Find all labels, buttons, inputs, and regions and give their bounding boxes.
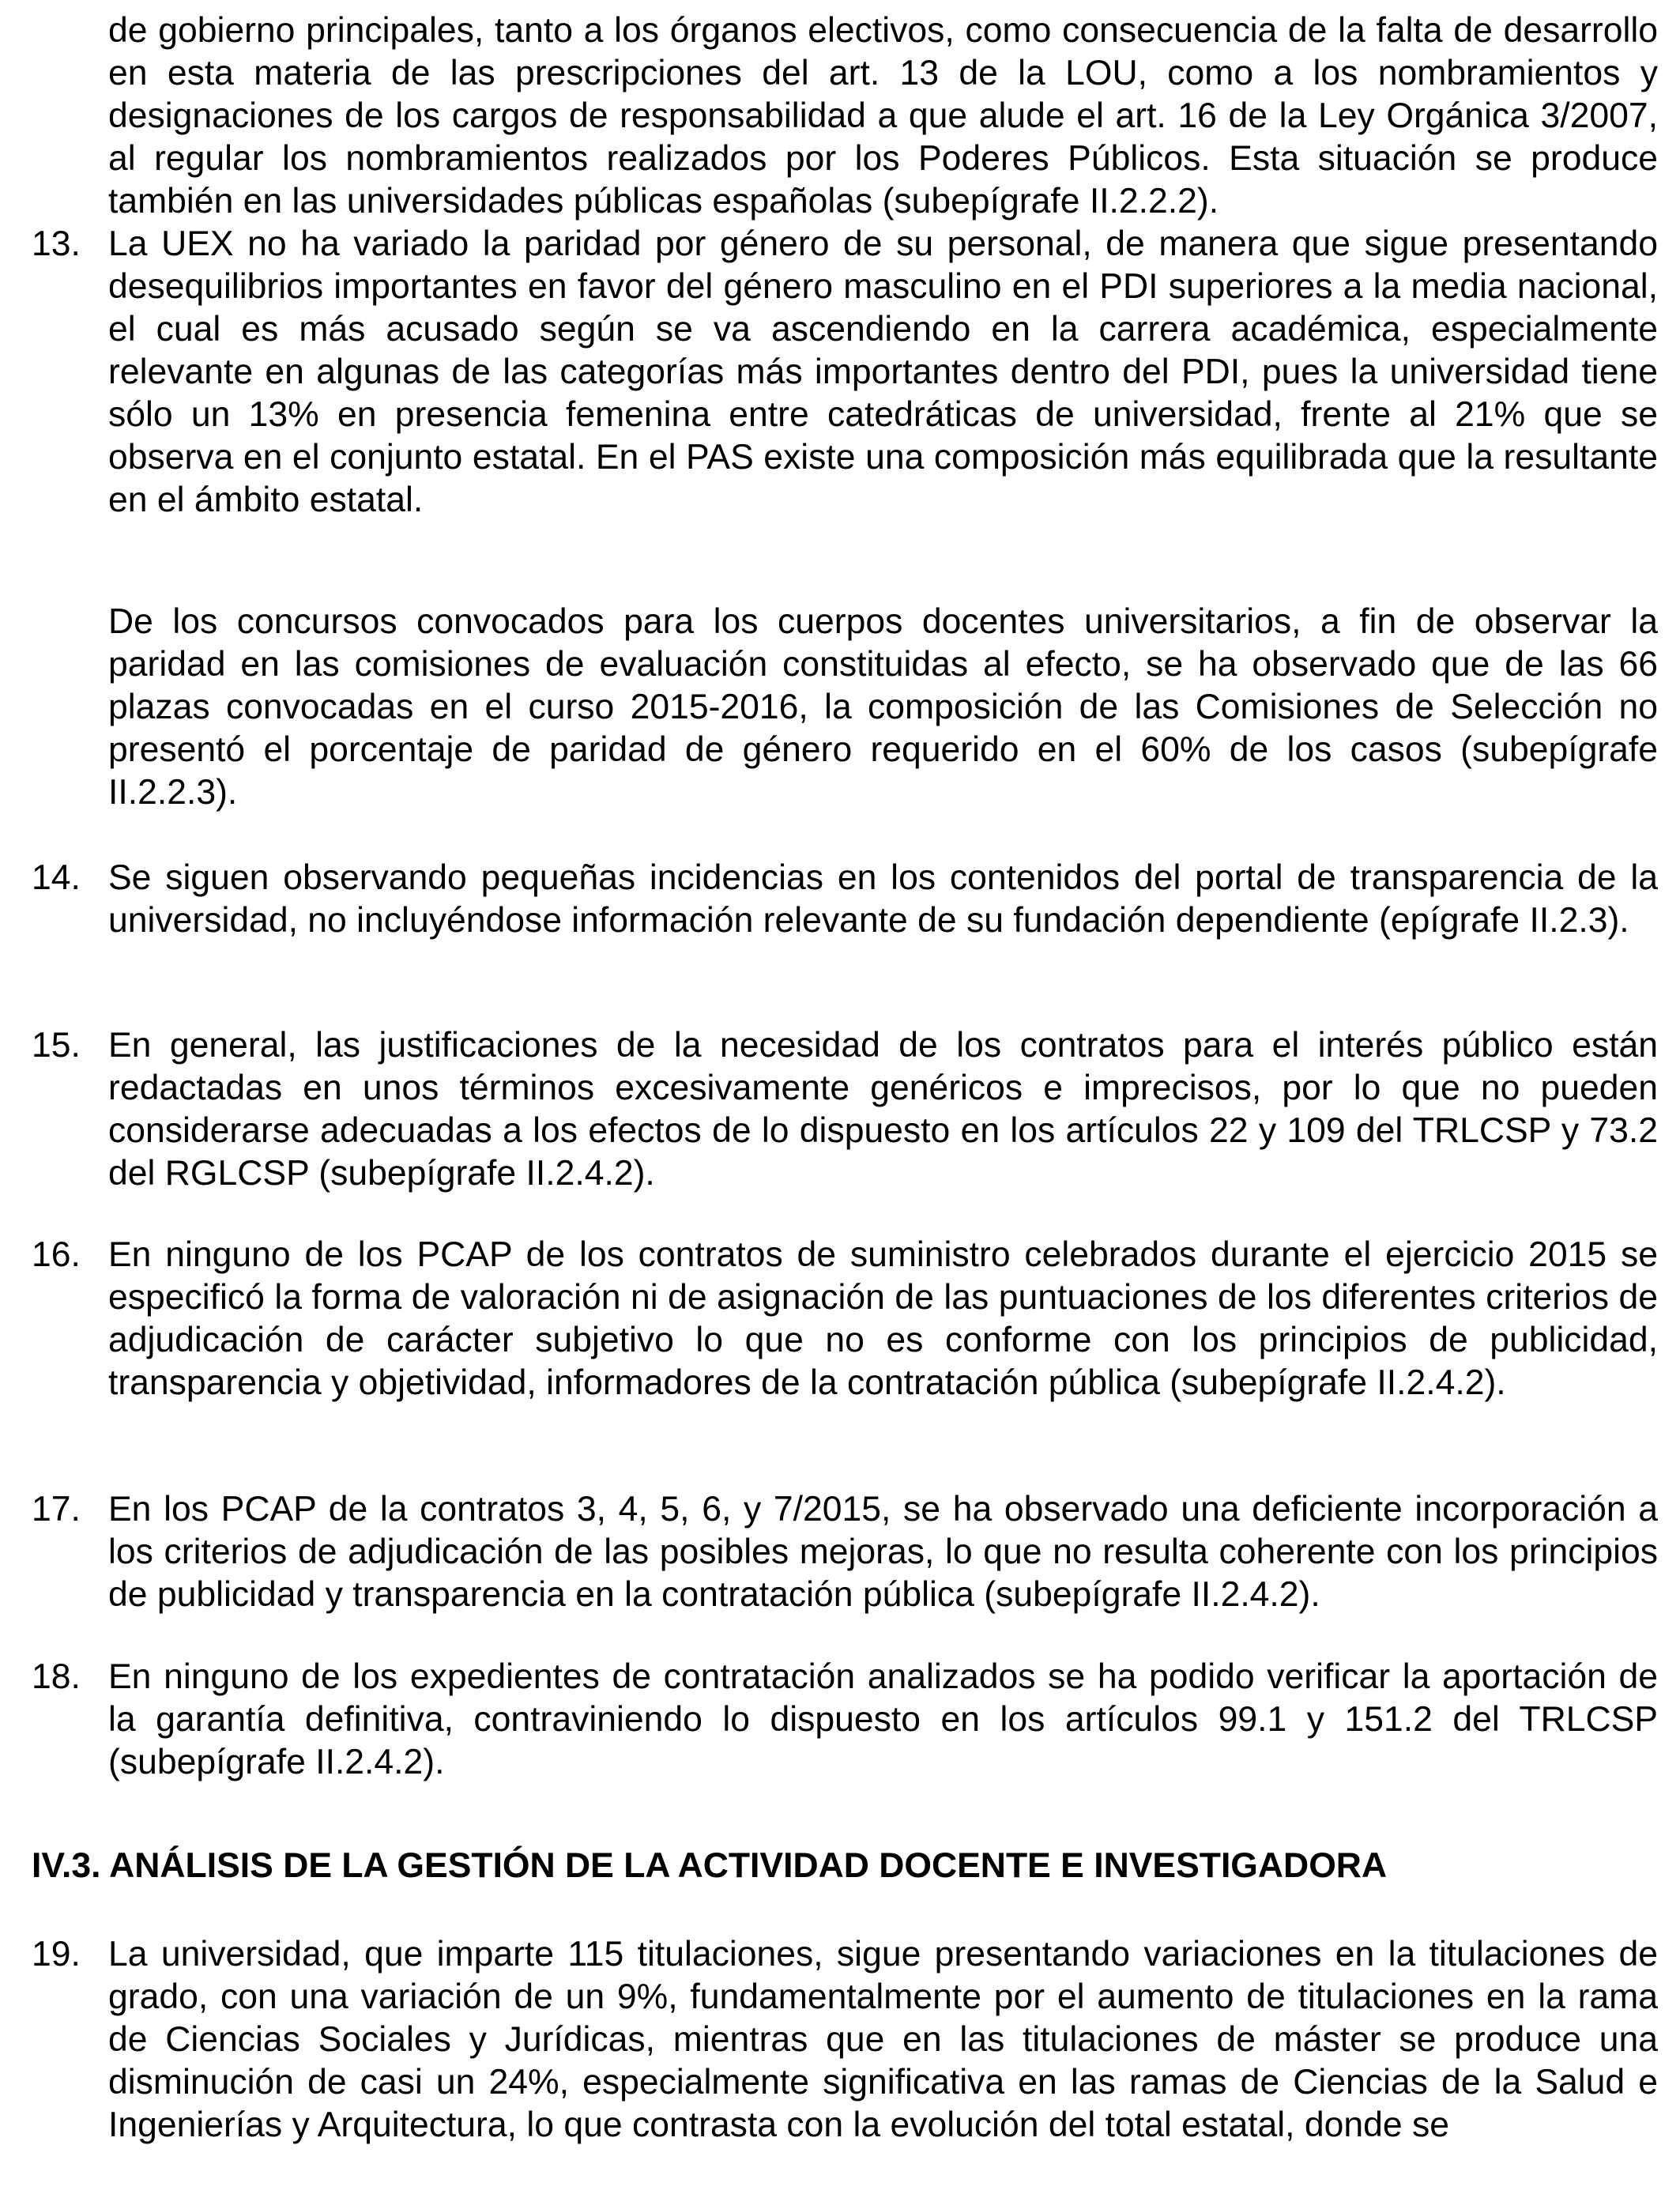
- paragraph-continuation: de gobierno principales, tanto a los órganos electivos, como consecuencia de la falta de desarrollo en esta materia de las prescripciones del art. 13 de la LOU, como a los nombramientos y designaciones de los cargos de responsabilidad a que alude el art. 16 de la Ley Orgánica 3/2007, al regular los nombramientos realizados por los Poderes Públicos. Esta situación se produce también en las universidades públicas españolas (subepígrafe II.2.2.2).: [108, 11, 1658, 221]
- item-14-text: Se siguen observando pequeñas incidencias en los contenidos del portal de transparencia de la universidad, no incluyéndose información relevante de su fundación dependiente (epígrafe II.2.3).: [108, 858, 1658, 940]
- item-number-19: 19.: [32, 1935, 81, 1973]
- item-13-continuation-text: De los concursos convocados para los cuerpos docentes universitarios, a fin de observar la paridad en las comisiones de evaluación constituidas al efecto, se ha observado que de las 66 plazas convocadas en el curso 2015-2016, la composición de las Comisiones de Selección no presentó el porcentaje de paridad de género requerido en el 60% de los casos (subepígrafe II.2.2.3).: [108, 602, 1658, 812]
- item-18-text: En ninguno de los expedientes de contratación analizados se ha podido verificar la aportación de la garantía definitiva, contraviniendo lo dispuesto en los artículos 99.1 y 151.2 del TRLCSP (subepígrafe II.2.4.2).: [108, 1657, 1658, 1781]
- item-number-15: 15.: [32, 1026, 81, 1065]
- item-16-text: En ninguno de los PCAP de los contratos de suministro celebrados durante el ejercicio 2015 se especificó la forma de valoración ni de asignación de las puntuaciones de los diferentes criterios de adjudicación de carácter subjetivo lo que no es conforme con los principios de publicidad, transparencia y objetividad, informadores de la contratación pública (subepígrafe II.2.4.2).: [108, 1235, 1658, 1402]
- item-number-13: 13.: [32, 224, 81, 263]
- section-heading: IV.3. ANÁLISIS DE LA GESTIÓN DE LA ACTIVIDAD DOCENTE E INVESTIGADORA: [32, 1846, 1388, 1885]
- item-number-16: 16.: [32, 1235, 81, 1274]
- item-number-17: 17.: [32, 1490, 81, 1529]
- item-19-text: La universidad, que imparte 115 titulaciones, sigue presentando variaciones en la titulaciones de grado, con una variación de un 9%, fundamentalmente por el aumento de titulaciones en la rama de Ciencias Sociales y Jurídicas, mientras que en las titulaciones de máster se produce una disminución de casi un 24%, especialmente significativa en las ramas de Ciencias de la Salud e Ingenierías y Arquitectura, lo que contrasta con la evolución del total estatal, donde se: [108, 1935, 1658, 2144]
- item-number-14: 14.: [32, 858, 81, 897]
- item-17-text: En los PCAP de la contratos 3, 4, 5, 6, y 7/2015, se ha observado una deficiente incorporación a los criterios de adjudicación de las posibles mejoras, lo que no resulta coherente con los principios de publicidad y transparencia en la contratación pública (subepígrafe II.2.4.2).: [108, 1490, 1658, 1614]
- item-13-text: La UEX no ha variado la paridad por género de su personal, de manera que sigue presentando desequilibrios importantes en favor del género masculino en el PDI superiores a la media nacional, el cual es más acusado según se va ascendiendo en la carrera académica, especialmente relevante en algunas de las categorías más importantes dentro del PDI, pues la universidad tiene sólo un 13% en presencia femenina entre catedráticas de universidad, frente al 21% que se observa en el conjunto estatal. En el PAS existe una composición más equilibrada que la resultante en el ámbito estatal.: [108, 224, 1658, 519]
- item-number-18: 18.: [32, 1657, 81, 1696]
- item-15-text: En general, las justificaciones de la necesidad de los contratos para el interés público están redactadas en unos términos excesivamente genéricos e imprecisos, por lo que no pueden considerarse adecuadas a los efectos de lo dispuesto en los artículos 22 y 109 del TRLCSP y 73.2 del RGLCSP (subepígrafe II.2.4.2).: [108, 1026, 1658, 1193]
